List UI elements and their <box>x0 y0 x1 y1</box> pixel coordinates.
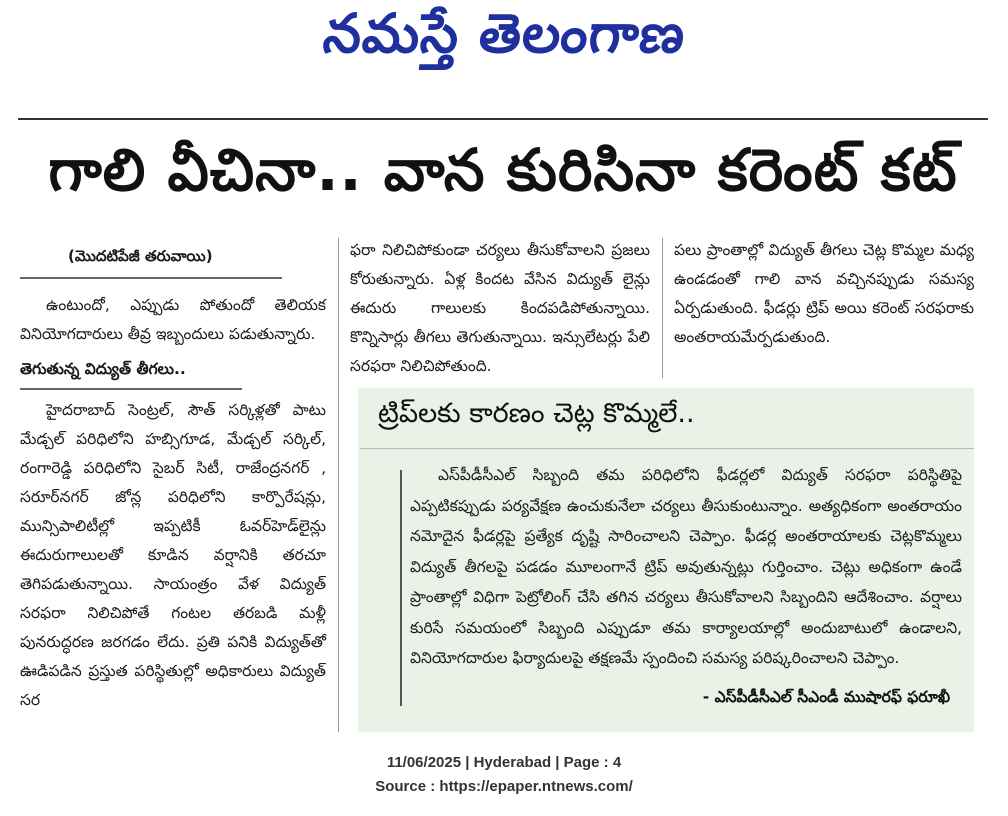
article-column-3 <box>674 236 974 352</box>
box-quote <box>410 460 962 674</box>
column1-subheading: తెగుతున్న విద్యుత్ తీగలు.. <box>20 355 242 390</box>
continuation-tag: (మొదటిపేజీ తరువాయి) <box>20 238 282 279</box>
box-title: ట్రిప్‌లకు కారణం చెట్ల కొమ్మలే.. <box>378 398 695 429</box>
column2-paragraph: ఫరా నిలిచిపోకుండా చర్యలు తీసుకోవాలని ప్రజలు కోరుతున్నారు. ఏళ్ల కిందట వేసిన విద్యుత్ లైన్లు ఈదురు గాలులకు కిందపడిపోతున్నాయి. కొన్నిసార్లు తీగలు తెగుతున్నాయి. ఇన్సులేటర్లు పేలి సరఫరా నిలిచిపోతుంది. <box>350 241 650 375</box>
footer-source: Source : https://epaper.ntnews.com/ <box>375 778 633 795</box>
headline: గాలి వీచినా.. వాన కురిసినా కరెంట్ కట్ <box>48 135 958 204</box>
masthead <box>0 0 1008 80</box>
footer-dateline: 11/06/2025 | Hyderabad | Page : 4 <box>386 754 622 771</box>
quote-attribution: - ఎస్‌పీడీసీఎల్ సీఎండీ ముషారఫ్ ఫరూఖీ <box>702 688 950 706</box>
column3-paragraph: పలు ప్రాంతాల్లో విద్యుత్ తీగలు చెట్ల కొమ్మల మధ్య ఉండడంతో గాలి వాన వచ్చినప్పుడు సమస్య ఏర్పడుతుంది. ఫీడర్లు ట్రిప్ అయి కరెంట్ సరఫరాకు అంతరాయమేర్పడుతుంది. <box>674 241 974 346</box>
column1-paragraph-1: ఉంటుందో, ఎప్పుడు పోతుందో తెలియక వినియోగదారులు తీవ్ర ఇబ్బందులు పడుతున్నారు. <box>20 296 326 343</box>
article-column-1 <box>20 238 326 715</box>
article-column-2 <box>350 236 650 381</box>
box-title-rule <box>360 448 974 449</box>
column-divider-2 <box>662 238 663 378</box>
header-rule <box>18 118 988 120</box>
box-quote-text: ఎస్‌పీడీసీఎల్ సిబ్బంది తమ పరిధిలోని ఫీడర్లలో విద్యుత్ సరఫరా పరిస్థితిపై ఎప్పటికప్పుడు పర్యవేక్షణ ఉంచుకునేలా చర్యలు తీసుకుంటున్నాం. అత్యధికంగా అంతరాయం నమోదైన ఫీడర్లపై ప్రత్యేక దృష్టి సారించాలని చెప్పాం. ఫీడర్ల అంతరాయాలకు చెట్లకొమ్మలు విద్యుత్ తీగలపై పడడం మూలంగానే ట్రిప్ అవుతున్నట్లు గుర్తించాం. చెట్లు అధికంగా ఉండే ప్రాంతాల్లో విధిగా పెట్రోలింగ్ చేసి తగిన చర్యలు తీసుకోవాలని సిబ్బందిని ఆదేశించాం. వర్షాలు కురిసే సమయంలో సిబ్బంది ఎప్పుడూ తమ కార్యాలయాల్లో అందుబాటులో ఉండాలని, వినియోగదారుల ఫిర్యాదులపై తక్షణమే స్పందించి సమస్య పరిష్కరించాలని చెప్పాం. <box>410 466 962 667</box>
column1-paragraph-2: హైదరాబాద్ సెంట్రల్, సౌత్ సర్కిళ్లతో పాటు మేడ్చల్ పరిధిలోని హబ్సిగూడ, మేడ్చల్ సర్కిల్, రంగారెడ్డి పరిధిలోని సైబర్ సిటీ, రాజేంద్రనగర్ , సరూర్‌నగర్ జోన్ల పరిధిలోని కార్పొరేషన్లు, మున్సిపాలిటీల్లో ఇప్పటికీ ఓవర్‌హెడ్‌లైన్లు ఈదురుగాలులతో కూడిన వర్షానికి తరచూ తెగిపడుతున్నాయి. సాయంత్రం వేళ విద్యుత్ సరఫరా నిలిచిపోతే గంటల తరబడి మళ్లీ పునరుద్ధరణ జరగడం లేదు. ప్రతి పనికి విద్యుత్‌తో ఊడిపడిన ప్రస్తుత పరిస్థితుల్లో అధికారులు విద్యుత్ సర <box>20 401 326 709</box>
newspaper-logo: నమస్తే తెలంగాణ <box>320 1 689 65</box>
quote-bar <box>400 470 402 706</box>
column-divider-1 <box>338 238 339 732</box>
